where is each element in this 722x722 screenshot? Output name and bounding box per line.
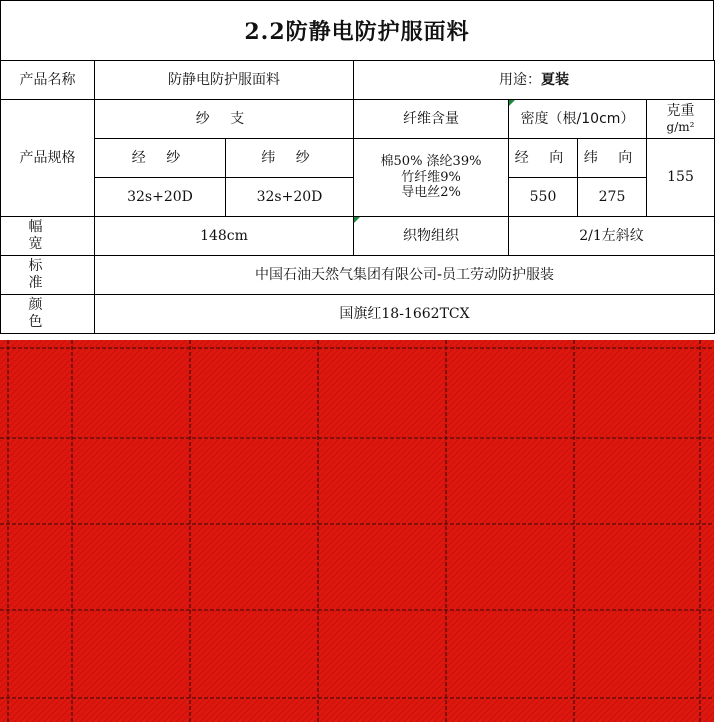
width-value: 148cm [95,217,354,256]
weight-label: 克重 [666,103,695,120]
row-color [1,295,715,334]
usage-value: 夏装 [541,71,569,88]
row-width [1,217,715,256]
warp-density-value: 550 [509,178,578,217]
fabric-swatch-svg [0,340,714,722]
row-spec-subheader [1,139,715,178]
row-standard [1,256,715,295]
weft-dir-header: 纬 向 [578,139,647,178]
spec-table [0,60,715,334]
product-name-label: 产品名称 [1,61,95,100]
weft-density-value: 275 [578,178,647,217]
weight-value: 155 [647,139,715,217]
warp-yarn-header: 经 纱 [95,139,226,178]
fiber-content-header: 纤维含量 [354,100,509,139]
weft-yarn-value: 32s+20D [226,178,354,217]
spec-label: 产品规格 [1,100,95,217]
fabric-swatch-image [0,340,714,722]
usage-cell [354,61,715,100]
width-label: 幅 宽 [1,217,95,256]
product-name-value: 防静电防护服面料 [95,61,354,100]
composition-line-3: 导电丝2% [401,185,461,201]
weave-label: 织物组织 [354,217,509,256]
row-spec-header [1,100,715,139]
weave-value: 2/1左斜纹 [509,217,715,256]
standard-value: 中国石油天然气集团有限公司-员工劳动防护服装 [95,256,715,295]
usage-label: 用途： [499,71,541,88]
color-value: 国旗红18-1662TCX [95,295,715,334]
page-title: 2.2防静电防护服面料 [0,0,714,60]
composition-line-1: 棉50% 涤纶39% [380,154,482,170]
fabric-base [0,340,714,722]
warp-dir-header: 经 向 [509,139,578,178]
color-label: 颜 色 [1,295,95,334]
fiber-composition [354,139,509,217]
yarn-count-header: 纱 支 [95,100,354,139]
weight-header [647,100,715,139]
standard-label: 标 准 [1,256,95,295]
composition-line-2: 竹纤维9% [401,169,461,185]
weft-yarn-header: 纬 纱 [226,139,354,178]
density-header: 密度（根/10cm） [509,100,647,139]
weight-unit: g/m² [666,120,695,135]
warp-yarn-value: 32s+20D [95,178,226,217]
row-product-name [1,61,715,100]
